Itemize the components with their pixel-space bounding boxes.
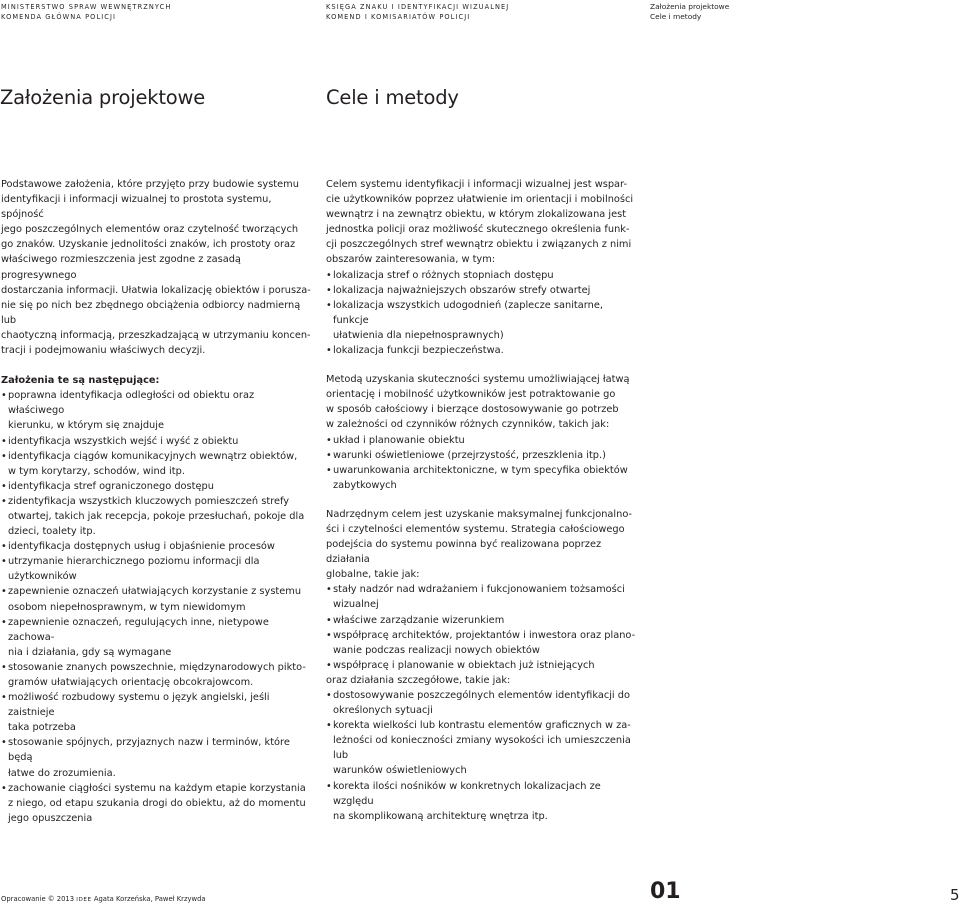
header-section-line1: Założenia projektowe bbox=[650, 2, 730, 11]
page-title-left: Założenia projektowe bbox=[0, 86, 206, 109]
text-line: właściwego rozmieszczenia jest zgodne z zasadą progresywnego bbox=[1, 254, 241, 281]
right-column bbox=[326, 177, 638, 824]
method-paragraph: Metodą uzyskania skuteczności systemu umożliwiającej łatwą orientację i mobilność użytkowników jest potraktowanie go w sposób całościowy i bierzące dostosowywanie go potrzeb w zależności od czynników różnych czynników, takich jak: bbox=[326, 374, 630, 431]
list-item: • identyfikacja dostępnych usług i objaśnienie procesów bbox=[1, 539, 311, 554]
header-book-line1: KSIĘGA ZNAKU I IDENTYFIKACJI WIZUALNEJ bbox=[326, 3, 510, 11]
footer-brand: IDEE bbox=[76, 897, 92, 903]
list-item: • identyfikacja ciągów komunikacyjnych wewnątrz obiektów, w tym korytarzy, schodów, wind itp. bbox=[1, 449, 311, 479]
list-item: • zapewnienie oznaczeń, regulujących inne, nietypowe zachowa- nia i działania, gdy są wymagane bbox=[1, 615, 311, 660]
page-title-right: Cele i metody bbox=[326, 86, 459, 109]
list-item: • lokalizacja najważniejszych obszarów strefy otwartej bbox=[326, 283, 638, 298]
goal-list bbox=[326, 268, 638, 359]
list-item: • właściwe zarządzanie wizerunkiem bbox=[326, 613, 638, 628]
header-section bbox=[650, 2, 729, 22]
list-item: • identyfikacja stref ograniczonego dostępu bbox=[1, 479, 311, 494]
strategy-paragraph: Nadrzędnym celem jest uzyskanie maksymalnej funkcjonalno- ści i czytelności elementów systemu. Strategia całościowego podejścia do systemu powinna być realizowana poprzez działania globalne, takie jak: bbox=[326, 508, 633, 581]
list-item: • lokalizacja stref o różnych stopniach dostępu bbox=[326, 268, 638, 283]
text-line: tracji i podejmowaniu właściwych decyzji. bbox=[1, 345, 206, 357]
intro-paragraph bbox=[1, 177, 311, 358]
detail-intro: oraz działania szczegółowe, takie jak: bbox=[326, 674, 511, 686]
text-line: dostarczania informacji. Ułatwia lokalizację obiektów i porusza- bbox=[1, 284, 311, 296]
list-item: • warunki oświetleniowe (przejrzystość, przeszklenia itp.) bbox=[326, 448, 638, 463]
list-item: • stosowanie spójnych, przyjaznych nazw i terminów, które będą łatwe do zrozumienia. bbox=[1, 735, 311, 780]
text-line: identyfikacji i informacji wizualnej to prostota systemu, spójność bbox=[1, 194, 272, 221]
list-item: • identyfikacja wszystkich wejść i wyść z obiektu bbox=[1, 434, 311, 449]
footer-authors: Agata Korzeńska, Paweł Krzywda bbox=[93, 895, 206, 903]
list-item: • korekta wielkości lub kontrastu elementów graficznych w za- leżności od konieczności zmiany wysokości ich umieszczenia lub warunków oświetleniowych bbox=[326, 718, 638, 778]
detail-list bbox=[326, 688, 638, 824]
list-item: • układ i planowanie obiektu bbox=[326, 433, 638, 448]
header-book-line2: KOMEND I KOMISARIATÓW POLICJI bbox=[326, 13, 471, 21]
strategy-list bbox=[326, 582, 638, 673]
header-book bbox=[326, 2, 509, 22]
list-item: • współpracę i planowanie w obiektach już istniejących bbox=[326, 658, 638, 673]
footer-prefix: Opracowanie © 2013 bbox=[1, 895, 75, 903]
left-column bbox=[1, 177, 311, 826]
assumptions-heading: Założenia te są następujące: bbox=[1, 375, 160, 387]
list-item: • uwarunkowania architektoniczne, w tym specyfika obiektów zabytkowych bbox=[326, 463, 638, 493]
text-line: nie się po nich bez zbędnego obciążenia odbiorcy nadmierną lub bbox=[1, 299, 301, 326]
list-item: • stosowanie znanych powszechnie, międzynarodowych pikto- gramów ułatwiających orientację obcokrajowcom. bbox=[1, 660, 311, 690]
list-item: • poprawna identyfikacja odległości od obiektu oraz właściwego kierunku, w którym się znajduje bbox=[1, 388, 311, 433]
list-item: • możliwość rozbudowy systemu o język angielski, jeśli zaistnieje taka potrzeba bbox=[1, 690, 311, 735]
list-item: • zapewnienie oznaczeń ułatwiających korzystanie z systemu osobom niepełnosprawnym, w tym niewidomym bbox=[1, 584, 311, 614]
page-number: 5 bbox=[950, 886, 960, 904]
method-list bbox=[326, 433, 638, 493]
text-line: Podstawowe założenia, które przyjęto przy budowie systemu bbox=[1, 179, 299, 190]
footer-credits bbox=[1, 894, 206, 905]
list-item: • dostosowywanie poszczególnych elementów identyfikacji do określonych sytuacji bbox=[326, 688, 638, 718]
goal-paragraph: Celem systemu identyfikacji i informacji wizualnej jest wspar- cie użytkowników poprzez ułatwienie im orientacji i mobilności wewnątrz i na zewnątrz obiektu, w którym zlokalizowana jest jednostka policji oraz możliwość skutecznego określenia funk- cji poszczególnych stref wewnątrz obiektu i związanych z nimi obszarów zainteresowania, w tym: bbox=[326, 179, 634, 266]
list-item: • lokalizacja funkcji bezpieczeństwa. bbox=[326, 343, 638, 358]
text-line: go znaków. Uzyskanie jednolitości znaków, ich prostoty oraz bbox=[1, 239, 296, 251]
assumptions-list bbox=[1, 388, 311, 826]
header-ministry bbox=[1, 2, 171, 22]
header-ministry-line2: KOMENDA GŁÓWNA POLICJI bbox=[1, 13, 117, 21]
header-ministry-line1: MINISTERSTWO SPRAW WEWNĘTRZNYCH bbox=[1, 3, 172, 11]
list-item: • zachowanie ciągłości systemu na każdym etapie korzystania z niego, od etapu szukania drogi do obiektu, aż do momentu jego opuszczenia bbox=[1, 781, 311, 826]
list-item: • korekta ilości nośników w konkretnych lokalizacjach ze względu na skomplikowaną architekturę wnętrza itp. bbox=[326, 779, 638, 824]
list-item: • lokalizacja wszystkich udogodnień (zaplecze sanitarne, funkcje ułatwienia dla niepełnosprawnych) bbox=[326, 298, 638, 343]
text-line: chaotyczną informacją, przeszkadzającą w utrzymaniu koncen- bbox=[1, 329, 311, 341]
header-section-line2: Cele i metody bbox=[650, 12, 702, 21]
section-code: 01 bbox=[650, 879, 681, 904]
list-item: • zidentyfikacja wszystkich kluczowych pomieszczeń strefy otwartej, takich jak recepcja, pokoje przesłuchań, pokoje dla dzieci, toalety itp. bbox=[1, 494, 311, 539]
list-item: • utrzymanie hierarchicznego poziomu informacji dla użytkowników bbox=[1, 554, 311, 584]
list-item: • stały nadzór nad wdrażaniem i fukcjonowaniem tożsamości wizualnej bbox=[326, 582, 638, 612]
list-item: • współpracę architektów, projektantów i inwestora oraz plano- wanie podczas realizacji nowych obiektów bbox=[326, 628, 638, 658]
text-line: jego poszczególnych elementów oraz czytelność tworzących bbox=[1, 224, 299, 236]
